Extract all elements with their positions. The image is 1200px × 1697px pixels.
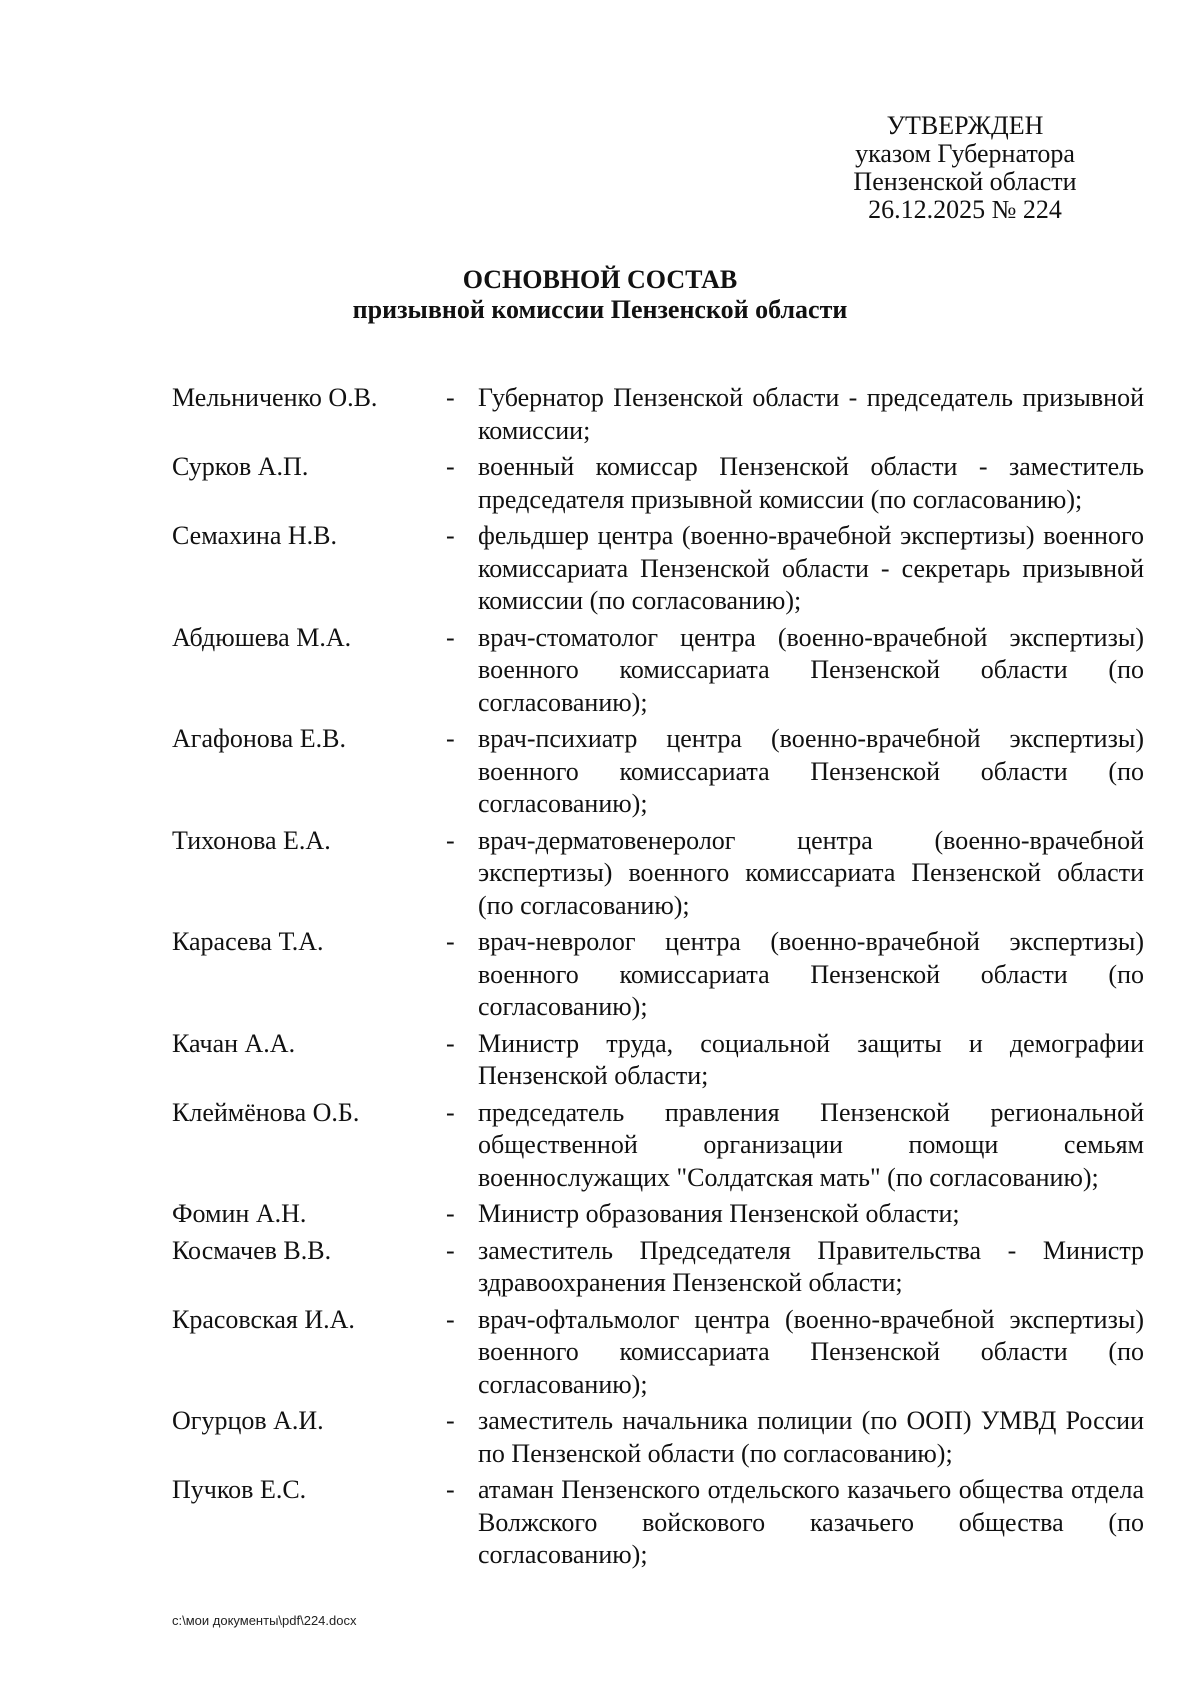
member-name: Клеймёнова О.Б.: [172, 1097, 360, 1127]
member-separator: -: [446, 452, 455, 481]
member-role: заместитель начальника полиции (по ООП) УМВД России по Пензенской области (по согласованию);: [478, 1406, 1144, 1468]
member-role: врач-офтальмолог центра (военно-врачебной экспертизы) военного комиссариата Пензенской области (по согласованию);: [478, 1304, 1144, 1399]
member-row: [172, 723, 1144, 821]
member-separator: -: [446, 927, 455, 956]
member-name: Пучков Е.С.: [172, 1475, 307, 1504]
member-row: [172, 622, 1144, 720]
member-name: Космачев В.В.: [172, 1235, 332, 1265]
member-name: Карасева Т.А.: [172, 927, 324, 956]
member-name: Абдюшева М.А.: [172, 622, 352, 652]
member-separator: -: [446, 1097, 455, 1127]
member-role: врач-стоматолог центра (военно-врачебной экспертизы) военного комиссариата Пензенской области (по согласованию);: [478, 622, 1144, 717]
member-separator: -: [446, 825, 455, 855]
member-separator: -: [446, 724, 455, 753]
member-role: врач-дерматовенеролог центра (военно-врачебной экспертизы) военного комиссариата Пензенской области (по согласованию);: [478, 825, 1144, 920]
member-role: председатель правления Пензенской региональной общественной организации помощи семьям военнослужащих "Солдатская мать" (по согласованию);: [478, 1097, 1144, 1192]
members-list: [172, 382, 1144, 1576]
member-name: Огурцов А.И.: [172, 1406, 324, 1435]
member-role: Министр образования Пензенской области;: [478, 1199, 960, 1228]
member-row: [172, 1235, 1144, 1300]
member-row: [172, 520, 1144, 618]
member-separator: -: [446, 622, 455, 652]
member-row: [172, 1474, 1144, 1572]
member-separator: -: [446, 383, 455, 412]
member-name: Тихонова Е.А.: [172, 825, 331, 855]
member-separator: -: [446, 1028, 455, 1058]
member-row: [172, 1028, 1144, 1093]
member-name: Фомин А.Н.: [172, 1199, 307, 1228]
member-role: Министр труда, социальной защиты и демографии Пензенской области;: [478, 1028, 1144, 1090]
file-path-footer: c:\мои документы\pdf\224.docx: [172, 1613, 357, 1628]
member-name: Качан А.А.: [172, 1028, 296, 1058]
member-row: [172, 1304, 1144, 1402]
approval-region: Пензенской области: [853, 167, 1077, 196]
member-name: Семахина Н.В.: [172, 521, 338, 550]
member-row: [172, 451, 1144, 516]
member-row: [172, 825, 1144, 923]
document-title: [0, 265, 1200, 325]
member-separator: -: [446, 1304, 455, 1334]
title-subtitle: призывной комиссии Пензенской области: [352, 295, 848, 324]
member-role: врач-психиатр центра (военно-врачебной экспертизы) военного комиссариата Пензенской области (по согласованию);: [478, 724, 1144, 818]
member-role: врач-невролог центра (военно-врачебной экспертизы) военного комиссариата Пензенской области (по согласованию);: [478, 927, 1144, 1021]
approval-date-number: 26.12.2025 № 224: [868, 195, 1062, 224]
member-name: Агафонова Е.В.: [172, 724, 346, 753]
member-name: Красовская И.А.: [172, 1304, 355, 1334]
member-separator: -: [446, 1199, 455, 1228]
member-separator: -: [446, 1406, 455, 1435]
member-role: военный комиссар Пензенской области - заместитель председателя призывной комиссии (по согласованию);: [478, 452, 1144, 514]
title-main: ОСНОВНОЙ СОСТАВ: [462, 265, 738, 294]
approval-heading: УТВЕРЖДЕН: [886, 111, 1044, 140]
approval-stamp: [830, 112, 1100, 224]
member-separator: -: [446, 1475, 455, 1504]
member-separator: -: [446, 1235, 455, 1265]
member-name: Сурков А.П.: [172, 452, 309, 481]
member-separator: -: [446, 521, 455, 550]
member-row: [172, 1198, 1144, 1231]
member-row: [172, 1405, 1144, 1470]
member-row: [172, 926, 1144, 1024]
member-name: Мельниченко О.В.: [172, 383, 378, 412]
member-role: Губернатор Пензенской области - председатель призывной комиссии;: [478, 383, 1144, 445]
member-role: атаман Пензенского отдельского казачьего общества отдела Волжского войскового казачьего общества (по согласованию);: [478, 1475, 1144, 1569]
member-row: [172, 382, 1144, 447]
approval-authority: указом Губернатора: [855, 139, 1075, 168]
member-row: [172, 1097, 1144, 1195]
member-role: фельдшер центра (военно-врачебной экспертизы) военного комиссариата Пензенской области - секретарь призывной комиссии (по согласованию);: [478, 521, 1144, 615]
member-role: заместитель Председателя Правительства - Министр здравоохранения Пензенской области;: [478, 1235, 1144, 1297]
